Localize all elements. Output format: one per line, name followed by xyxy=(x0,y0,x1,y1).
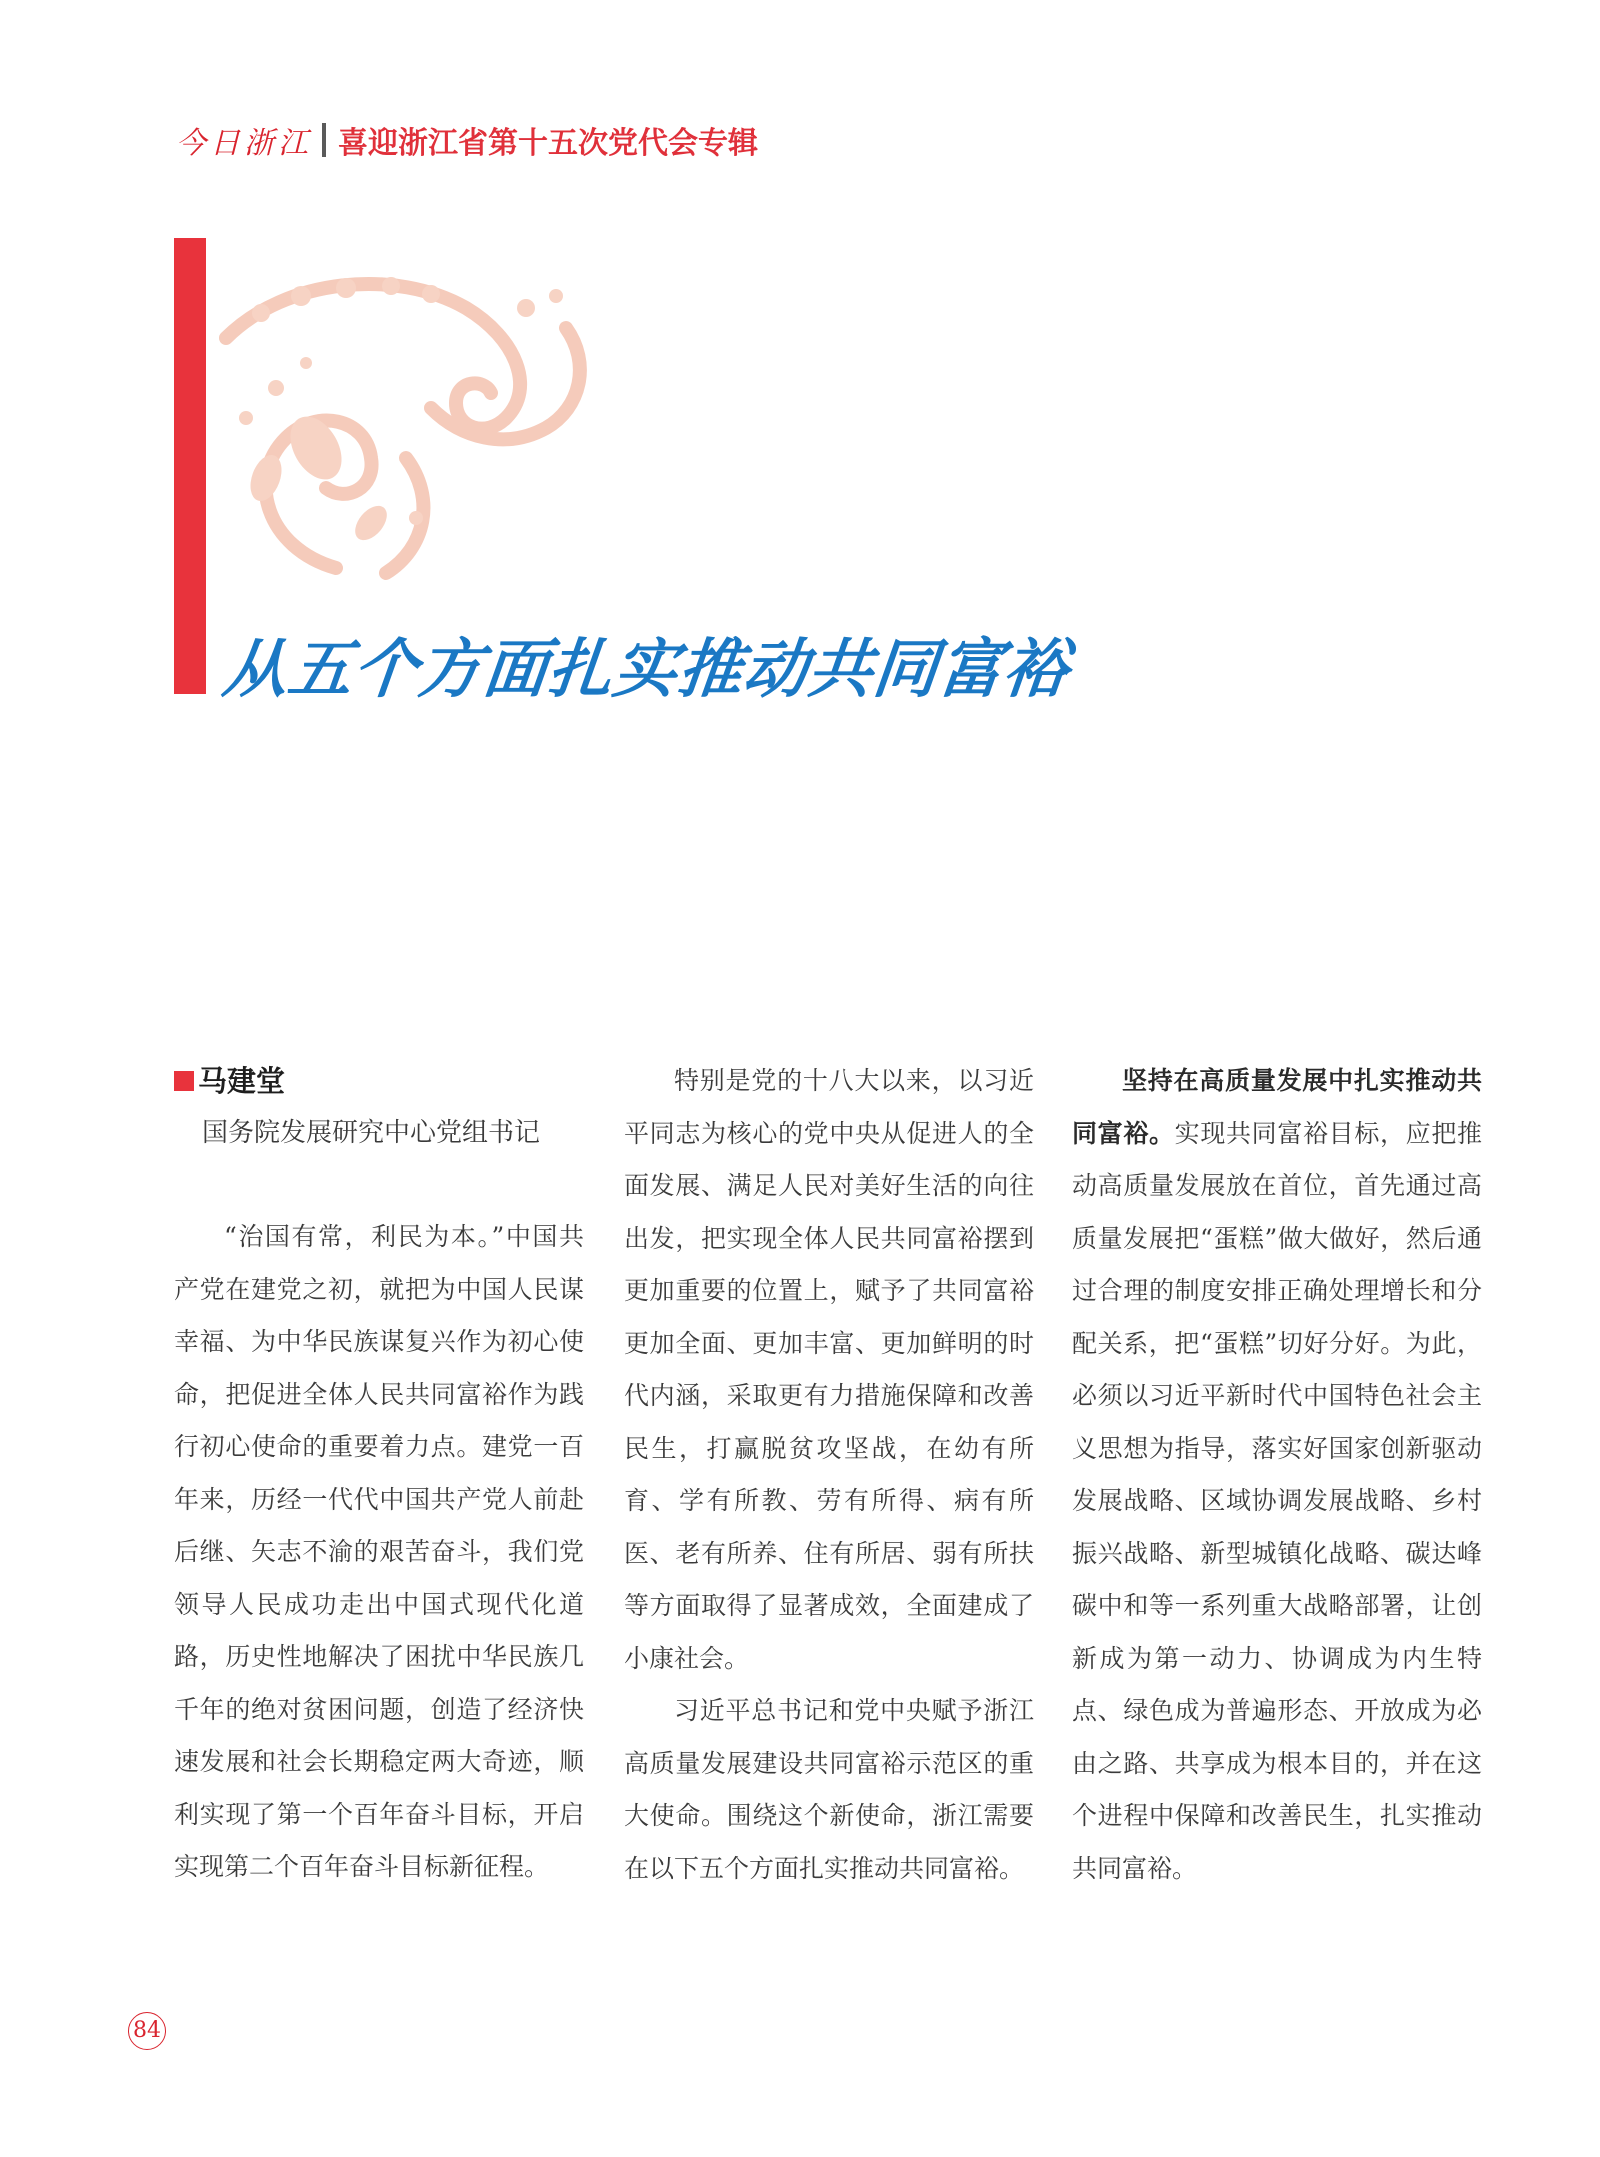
body-paragraph: 习近平总书记和党中央赋予浙江高质量发展建设共同富裕示范区的重大使命。围绕这个新使命，浙江需要在以下五个方面扎实推动共同富裕。 xyxy=(624,1696,1034,1883)
article-title: 从五个方面扎实推动共同富裕 xyxy=(219,633,1073,707)
author-role: 国务院发展研究中心党组书记 xyxy=(202,1118,541,1148)
title-accent-bar xyxy=(174,238,206,694)
body-paragraph: 特别是党的十八大以来，以习近平同志为核心的党中央从促进人的全面发展、满足人民对美好生活的向往出发，把实现全体人民共同富裕摆到更加重要的位置上，赋予了共同富裕更加全面、更加丰富、更加鲜明的时代内涵，采取更有力措施保障和改善民生，打赢脱贫攻坚战，在幼有所育、学有所教、劳有所得、病有所医、老有所养、住有所居、弱有所扶等方面取得了显著成效，全面建成了小康社会。 xyxy=(624,1066,1034,1673)
body-paragraph: “治国有常，利民为本。”中国共产党在建党之初，就把为中国人民谋幸福、为中华民族谋复兴作为初心使命，把促进全体人民共同富裕作为践行初心使命的重要着力点。建党一百年来，历经一代代中国共产党人前赴后继、矢志不渝的艰苦奋斗，我们党领导人民成功走出中国式现代化道路，历史性地解决了困扰中华民族几千年的绝对贫困问题，创造了经济快速发展和社会长期稳定两大奇迹，顺利实现了第一个百年奋斗目标，开启实现第二个百年奋斗目标新征程。 xyxy=(174,1222,584,1881)
column-2 xyxy=(624,1055,1034,1895)
section-paragraph xyxy=(1072,1055,1482,1895)
column-1 xyxy=(174,1055,584,1894)
section-title: 喜迎浙江省第十五次党代会专辑 xyxy=(338,126,758,161)
page-number: 84 xyxy=(128,2012,166,2050)
column-3 xyxy=(1072,1055,1482,1895)
section-body: 实现共同富裕目标，应把推动高质量发展放在首位，首先通过高质量发展把“蛋糕”做大做好，然后通过合理的制度安排正确处理增长和分配关系，把“蛋糕”切好分好。为此，必须以习近平新时代中国特色社会主义思想为指导，落实好国家创新驱动发展战略、区域协调发展战略、乡村振兴战略、新型城镇化战略、碳达峰碳中和等一系列重大战略部署，让创新成为第一动力、协调成为内生特点、绿色成为普遍形态、开放成为必由之路、共享成为根本目的，并在这个进程中保障和改善民生，扎实推动共同富裕。 xyxy=(1072,1118,1482,1883)
author-name: 马建堂 xyxy=(198,1064,286,1098)
header-divider xyxy=(322,123,326,157)
masthead-logo: 今日浙江 xyxy=(176,126,312,161)
author-marker xyxy=(174,1071,194,1091)
spacer xyxy=(174,1159,584,1211)
author-line xyxy=(174,1055,584,1107)
section-heading: 坚持在高质量发展中扎实推动共同富裕。 xyxy=(1072,1066,1482,1148)
page-header xyxy=(176,118,758,162)
floral-ornament xyxy=(206,268,596,588)
